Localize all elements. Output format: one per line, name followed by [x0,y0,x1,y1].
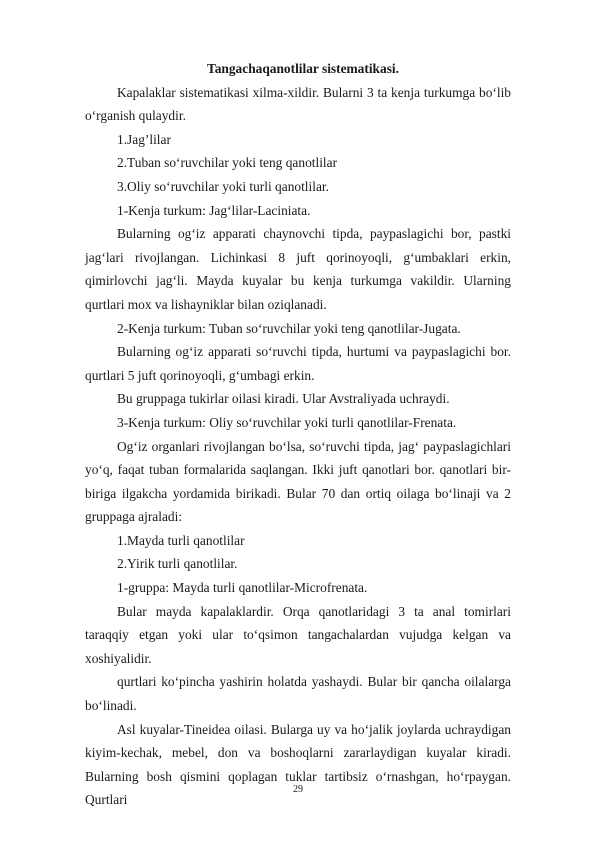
section-heading: 1-Kenja turkum: Jag‘lilar-Laciniata. [117,202,311,218]
list-item: 3.Oliy so‘ruvchilar yoki turli qanotlilar. [117,178,329,194]
section-heading: 2-Kenja turkum: Tuban so‘ruvchilar yoki teng qanotlilar-Jugata. [117,320,461,336]
paragraph: Og‘iz organlari rivojlangan bo‘lsa, so‘ruvchi tipda, jag‘ paypaslagichlari yo‘q, faqat tuban formalarida saqlangan. Ikki juft qanotlari bor. qanotlari bir-biriga ilgakcha yordamida birikadi. Bular 70 dan ortiq oilaga bo‘linaji va 2 gruppaga ajraladi: [85,438,511,525]
paragraph: Bular mayda kapalaklardir. Orqa qanotlaridagi 3 ta anal tomirlari taraqqiy etgan yoki ular to‘qsimon tangachalardan vujudga kelgan va xoshiyalidir. [85,603,511,666]
paragraph: Kapalaklar sistematikasi xilma-xildir. Bularni 3 ta kenja turkumga bo‘lib o‘rganish qulaydir. [85,84,511,124]
page-content [85,57,511,812]
paragraph: Bularning og‘iz apparati chaynovchi tipda, paypaslagichi bor, pastki jag‘lari rivojlangan. Lichinkasi 8 juft qorinoyoqli, g‘umbaklari erkin, qimirlovchi jag‘li. Mayda kuyalar bu kenja turkumga vakildir. Ularning qurtlari mox va lishayniklar bilan oziqlanadi. [85,226,511,312]
paragraph: Asl kuyalar-Tineidea oilasi. Bularga uy va ho‘jalik joylarda uchraydigan kiyim-kechak, mebel, don va boshoqlarni zararlaydigan kuyalar kiradi. Bularning bosh qismini qoplagan tuklar tartibsiz o‘rnashgan, ho‘rpaygan. Qurtlari [85,721,511,808]
list-item: 2.Tuban so‘ruvchilar yoki teng qanotlilar [117,155,338,171]
page-number: 29 [293,784,303,795]
paragraph: qurtlari ko‘pincha yashirin holatda yashaydi. Bular bir qancha oilalarga bo‘linadi. [85,674,511,714]
list-item: 2.Yirik turli qanotlilar. [117,556,238,572]
paragraph: Bu gruppaga tukirlar oilasi kiradi. Ular Avstraliyada uchraydi. [117,391,450,407]
list-item: 1.Mayda turli qanotlilar [117,532,245,548]
section-heading: 3-Kenja turkum: Oliy so‘ruvchilar yoki turli qanotlilar-Frenata. [117,414,457,430]
paragraph: Bularning og‘iz apparati so‘ruvchi tipda, hurtumi va paypaslagichi bor. qurtlari 5 juft qorinoyoqli, g‘umbagi erkin. [85,344,511,383]
list-item: 1.Jag’lilar [117,131,171,147]
section-heading: 1-gruppa: Mayda turli qanotlilar-Microfrenata. [117,580,368,596]
page-title: Tangachaqanotlilar sistematikasi. [207,61,399,76]
